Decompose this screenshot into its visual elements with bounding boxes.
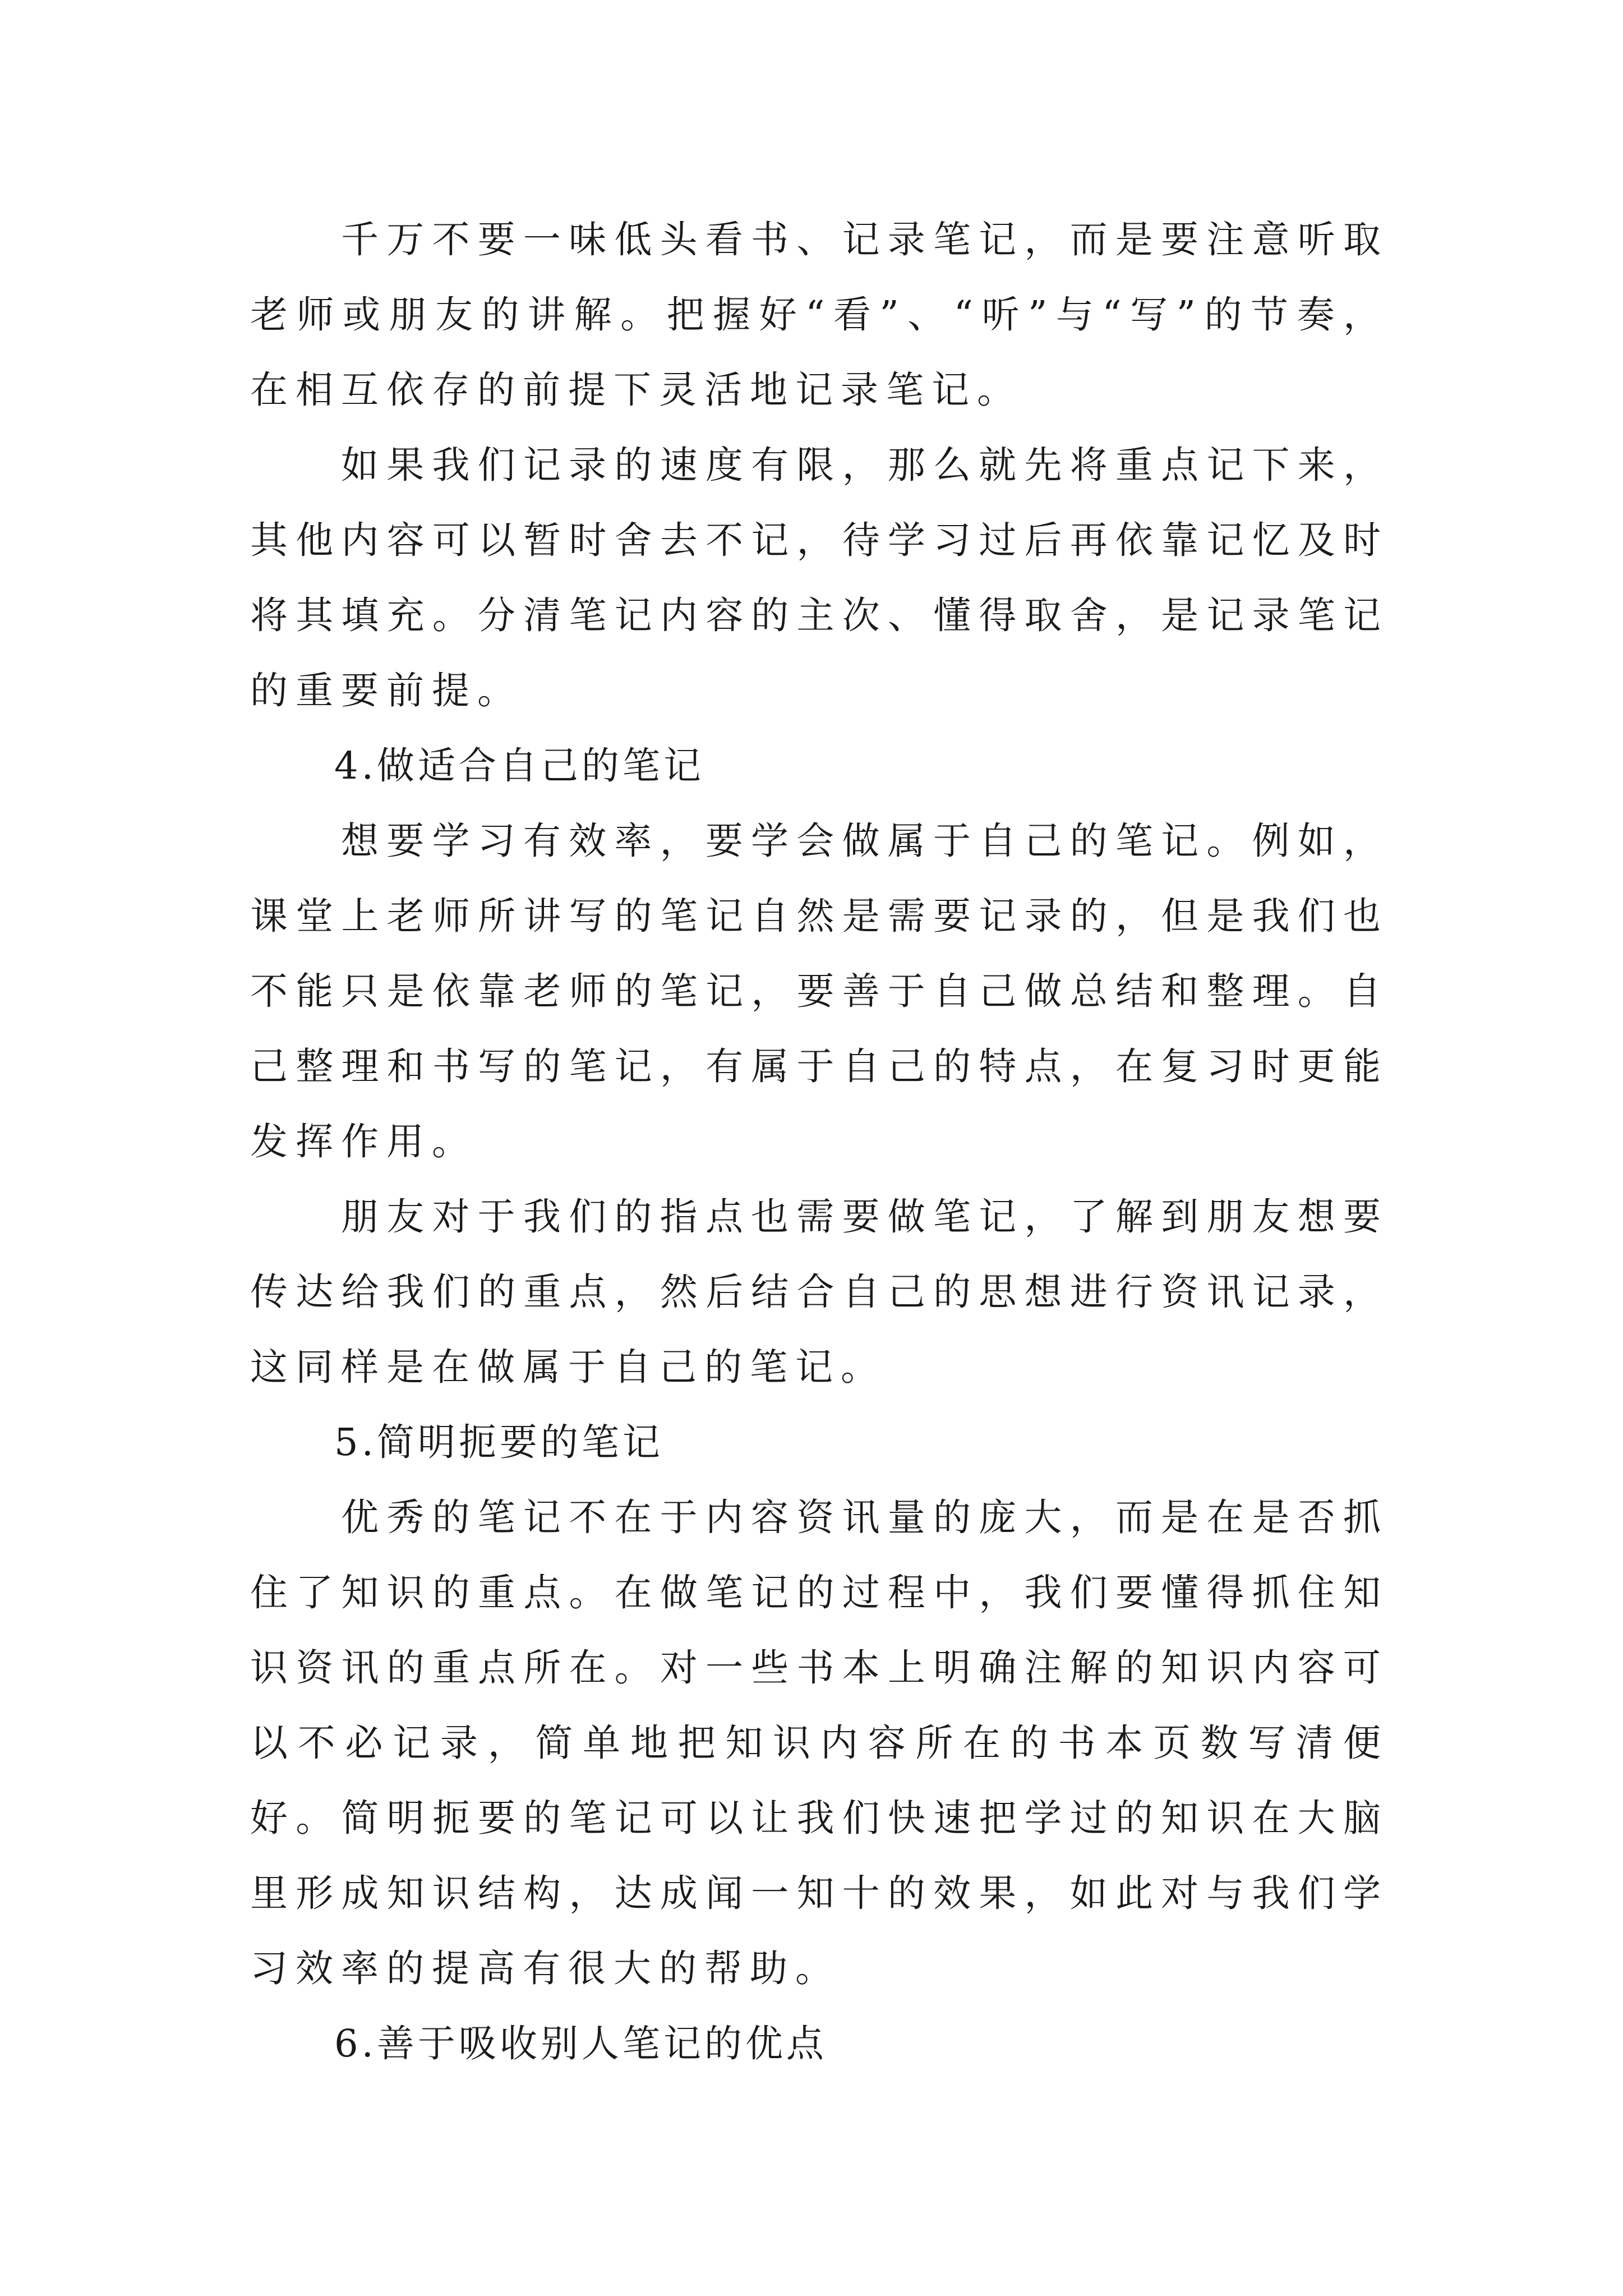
section-heading-5: 5.简明扼要的笔记 (334, 1420, 663, 1464)
section-heading-6: 6.善于吸收别人笔记的优点 (334, 2022, 827, 2065)
paragraph-concise: 优秀的笔记不在于内容资讯量的庞大，而是在是否抓住了知识的重点。在做笔记的过程中，我们要懂得抓住知识资讯的重点所在。对一些书本上明确注解的知识内容可以不必记录，简单地把知识内容所在的书本页数写清便好。简明扼要的笔记可以让我们快速把学过的知识在大脑里形成知识结构，达成闻一知十的效果，如此对与我们学习效率的提高有很大的帮助。 (250, 1496, 1389, 1990)
paragraph-listening: 千万不要一味低头看书、记录笔记，而是要注意听取老师或朋友的讲解。把握好“看”、“听”与“写”的节奏，在相互依存的前提下灵活地记录笔记。 (250, 218, 1389, 412)
paragraph-own-notes: 想要学习有效率，要学会做属于自己的笔记。例如，课堂上老师所讲写的笔记自然是需要记录的，但是我们也不能只是依靠老师的笔记，要善于自己做总结和整理。自己整理和书写的笔记，有属于自己的特点，在复习时更能发挥作用。 (250, 819, 1389, 1163)
document-body (250, 202, 1389, 2081)
section-heading-4: 4.做适合自己的笔记 (334, 744, 704, 788)
paragraph-friends: 朋友对于我们的指点也需要做笔记，了解到朋友想要传达给我们的重点，然后结合自己的思想进行资讯记录，这同样是在做属于自己的笔记。 (250, 1195, 1389, 1389)
paragraph-speed: 如果我们记录的速度有限，那么就先将重点记下来，其他内容可以暂时舍去不记，待学习过后再依靠记忆及时将其填充。分清笔记内容的主次、懂得取舍，是记录笔记的重要前提。 (250, 443, 1389, 712)
